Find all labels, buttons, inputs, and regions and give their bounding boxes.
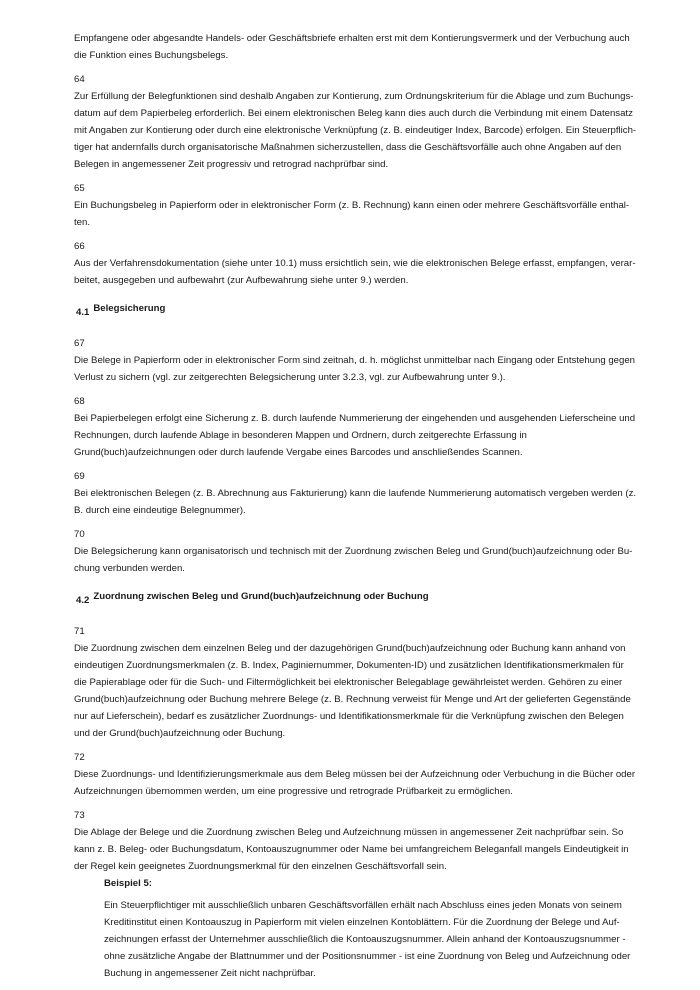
text-line: Aus der Verfahrensdokumentation (siehe unter 10.1) muss ersichtlich sein, wie die elektronischen Belege erfasst, empfangen, verar- bbox=[74, 258, 636, 269]
text-line: mit Angaben zur Kontierung oder durch eine elektronische Verknüpfung (z. B. eindeutiger Index, Barcode) erfolgen. Ein Steuerpflich- bbox=[74, 125, 637, 136]
document-page bbox=[74, 30, 637, 982]
paragraph-68 bbox=[74, 410, 636, 461]
paragraph-71 bbox=[74, 640, 631, 742]
paragraph-number: 73 bbox=[74, 810, 85, 821]
paragraph-66 bbox=[74, 255, 636, 289]
intro-paragraph bbox=[74, 30, 628, 64]
paragraph-73 bbox=[74, 824, 628, 875]
text-line: Die Zuordnung zwischen dem einzelnen Beleg und der dazugehörigen Grund(buch)aufzeichnung oder Buchung kann anhand von bbox=[74, 643, 626, 654]
paragraph-72 bbox=[74, 766, 636, 800]
text-line: Die Belegsicherung kann organisatorisch und technisch mit der Zuordnung zwischen Beleg und Grund(buch)aufzeichnung oder Bu- bbox=[74, 546, 633, 557]
text-line: chung verbunden werden. bbox=[74, 563, 185, 574]
paragraph-69 bbox=[74, 485, 637, 519]
section-title: Zuordnung zwischen Beleg und Grund(buch)aufzeichnung oder Buchung bbox=[93, 591, 429, 602]
text-line: nur auf Lieferschein), bedarf es zusätzlicher Zuordnungs- und Identifikationsmerkmale für die Verknüpfung zwischen den Belegen bbox=[74, 711, 624, 722]
text-line: Die Belege in Papierform oder in elektronischer Form sind zeitnah, d. h. möglichst unmittelbar nach Eingang oder Entstehung gegen bbox=[74, 355, 636, 366]
section-number: 4.1 bbox=[76, 307, 90, 318]
text-line: Bei elektronischen Belegen (z. B. Abrechnung aus Fakturierung) kann die laufende Nummerierung automatisch vergeben werden (z. bbox=[74, 488, 637, 499]
text-line: Empfangene oder abgesandte Handels- oder Geschäftsbriefe erhalten erst mit dem Kontierungsvermerk und der Verbuchung auch bbox=[74, 33, 630, 44]
paragraph-number: 68 bbox=[74, 396, 85, 407]
text-line: Rechnungen, durch laufende Ablage in besonderen Mappen und Ordnern, durch zeitgerechte Erfassung in bbox=[74, 430, 527, 441]
text-line: kann z. B. Beleg- oder Buchungsdatum, Kontoauszugnummer oder Name bei umfangreichem Beleganfall mangels Eindeutigkeit in bbox=[74, 844, 629, 855]
text-line: beitet, ausgegeben und aufbewahrt (zur Aufbewahrung siehe unter 9.) werden. bbox=[74, 275, 409, 286]
section-title: Belegsicherung bbox=[93, 303, 166, 314]
text-line: die Funktion eines Buchungsbelegs. bbox=[74, 50, 229, 61]
text-line: der Regel kein geeignetes Zuordnungsmerkmal für den einzelnen Geschäftsvorfall sein. bbox=[74, 861, 447, 872]
paragraph-number: 71 bbox=[74, 626, 85, 637]
text-line: und der Grund(buch)aufzeichnung oder Buchung. bbox=[74, 728, 286, 739]
paragraph-67 bbox=[74, 352, 636, 386]
text-line: datum auf dem Papierbeleg erforderlich. Bei einem elektronischen Beleg kann dies auch durch die Verbindung mit einem Datensatz bbox=[74, 108, 633, 119]
paragraph-number: 72 bbox=[74, 752, 85, 763]
text-line: Kreditinstitut einen Kontoauszug in Papierform mit vielen einzelnen Kontoblättern. Für die Zuordnung der Belege und Auf- bbox=[104, 917, 620, 928]
text-line: die Papierablage oder für die Such- und Filtermöglichkeit bei elektronischer Belegablage gewährleistet werden. Gehören zu einer bbox=[74, 677, 623, 688]
text-line: eindeutigen Zuordnungsmerkmalen (z. B. Index, Paginiernummer, Dokumenten-ID) und zusätzlichen Identifikationsmerkmalen für bbox=[74, 660, 624, 671]
text-line: B. durch eine eindeutige Belegnummer). bbox=[74, 505, 246, 516]
section-number: 4.2 bbox=[76, 595, 90, 606]
paragraph-number: 69 bbox=[74, 471, 85, 482]
text-line: Ein Buchungsbeleg in Papierform oder in elektronischer Form (z. B. Rechnung) kann einen oder mehrere Geschäftsvorfälle enthal- bbox=[74, 200, 630, 211]
example-title: Beispiel 5: bbox=[104, 878, 152, 889]
text-line: Grund(buch)aufzeichnung oder Buchung mehrere Belege (z. B. Rechnung verweist für Menge und Art der gelieferten Gegenstände bbox=[74, 694, 631, 705]
text-line: ten. bbox=[74, 217, 91, 228]
text-line: Belegen in angemessener Zeit progressiv und retrograd nachprüfbar sind. bbox=[74, 159, 389, 170]
paragraph-70 bbox=[74, 543, 633, 577]
text-line: ohne zusätzliche Angabe der Blattnummer und der Positionsnummer - ist eine Zuordnung von Beleg und Aufzeichnung oder bbox=[104, 951, 631, 962]
text-line: Buchung in angemessener Zeit nicht nachprüfbar. bbox=[104, 968, 316, 979]
paragraph-65 bbox=[74, 197, 628, 231]
paragraph-number: 64 bbox=[74, 74, 85, 85]
section-heading-4-2 bbox=[74, 588, 628, 605]
text-line: Verlust zu sichern (vgl. zur zeitgerechten Belegsicherung unter 3.2.3, vgl. zur Aufbewahrung unter 9.). bbox=[74, 372, 506, 383]
paragraph-number: 65 bbox=[74, 183, 85, 194]
paragraph-number: 67 bbox=[74, 338, 85, 349]
text-line: Die Ablage der Belege und die Zuordnung zwischen Beleg und Aufzeichnung müssen in angemessener Zeit nachprüfbar sein. So bbox=[74, 827, 624, 838]
paragraph-number: 70 bbox=[74, 529, 85, 540]
example-text bbox=[104, 897, 631, 982]
example-box bbox=[104, 875, 631, 982]
text-line: Zur Erfüllung der Belegfunktionen sind deshalb Angaben zur Kontierung, zum Ordnungskriterium für die Ablage und zum Buchungs- bbox=[74, 91, 634, 102]
paragraph-number: 66 bbox=[74, 241, 85, 252]
text-line: Aufzeichnungen übernommen werden, um eine progressive und retrograde Prüfbarkeit zu ermöglichen. bbox=[74, 786, 513, 797]
text-line: tiger hat andernfalls durch organisatorische Maßnahmen sicherzustellen, dass die Geschäftsvorfälle auch ohne Angaben auf den bbox=[74, 142, 622, 153]
text-line: zeichnungen erfasst der Unternehmer ausschließlich die Kontoauszugsnummer. Allein anhand der Kontoauszugsnummer - bbox=[104, 934, 626, 945]
paragraph-64 bbox=[74, 88, 637, 173]
text-line: Grund(buch)aufzeichnungen oder durch laufende Vergabe eines Barcodes und anschließendes Scannen. bbox=[74, 447, 523, 458]
section-heading-4-1 bbox=[74, 300, 628, 317]
text-line: Bei Papierbelegen erfolgt eine Sicherung z. B. durch laufende Nummerierung der eingehenden und ausgehenden Lieferscheine und bbox=[74, 413, 636, 424]
text-line: Ein Steuerpflichtiger mit ausschließlich unbaren Geschäftsvorfällen erhält nach Abschluss eines jeden Monats von seinem bbox=[104, 900, 622, 911]
text-line: Diese Zuordnungs- und Identifizierungsmerkmale aus dem Beleg müssen bei der Aufzeichnung oder Verbuchung in die Bücher oder bbox=[74, 769, 636, 780]
